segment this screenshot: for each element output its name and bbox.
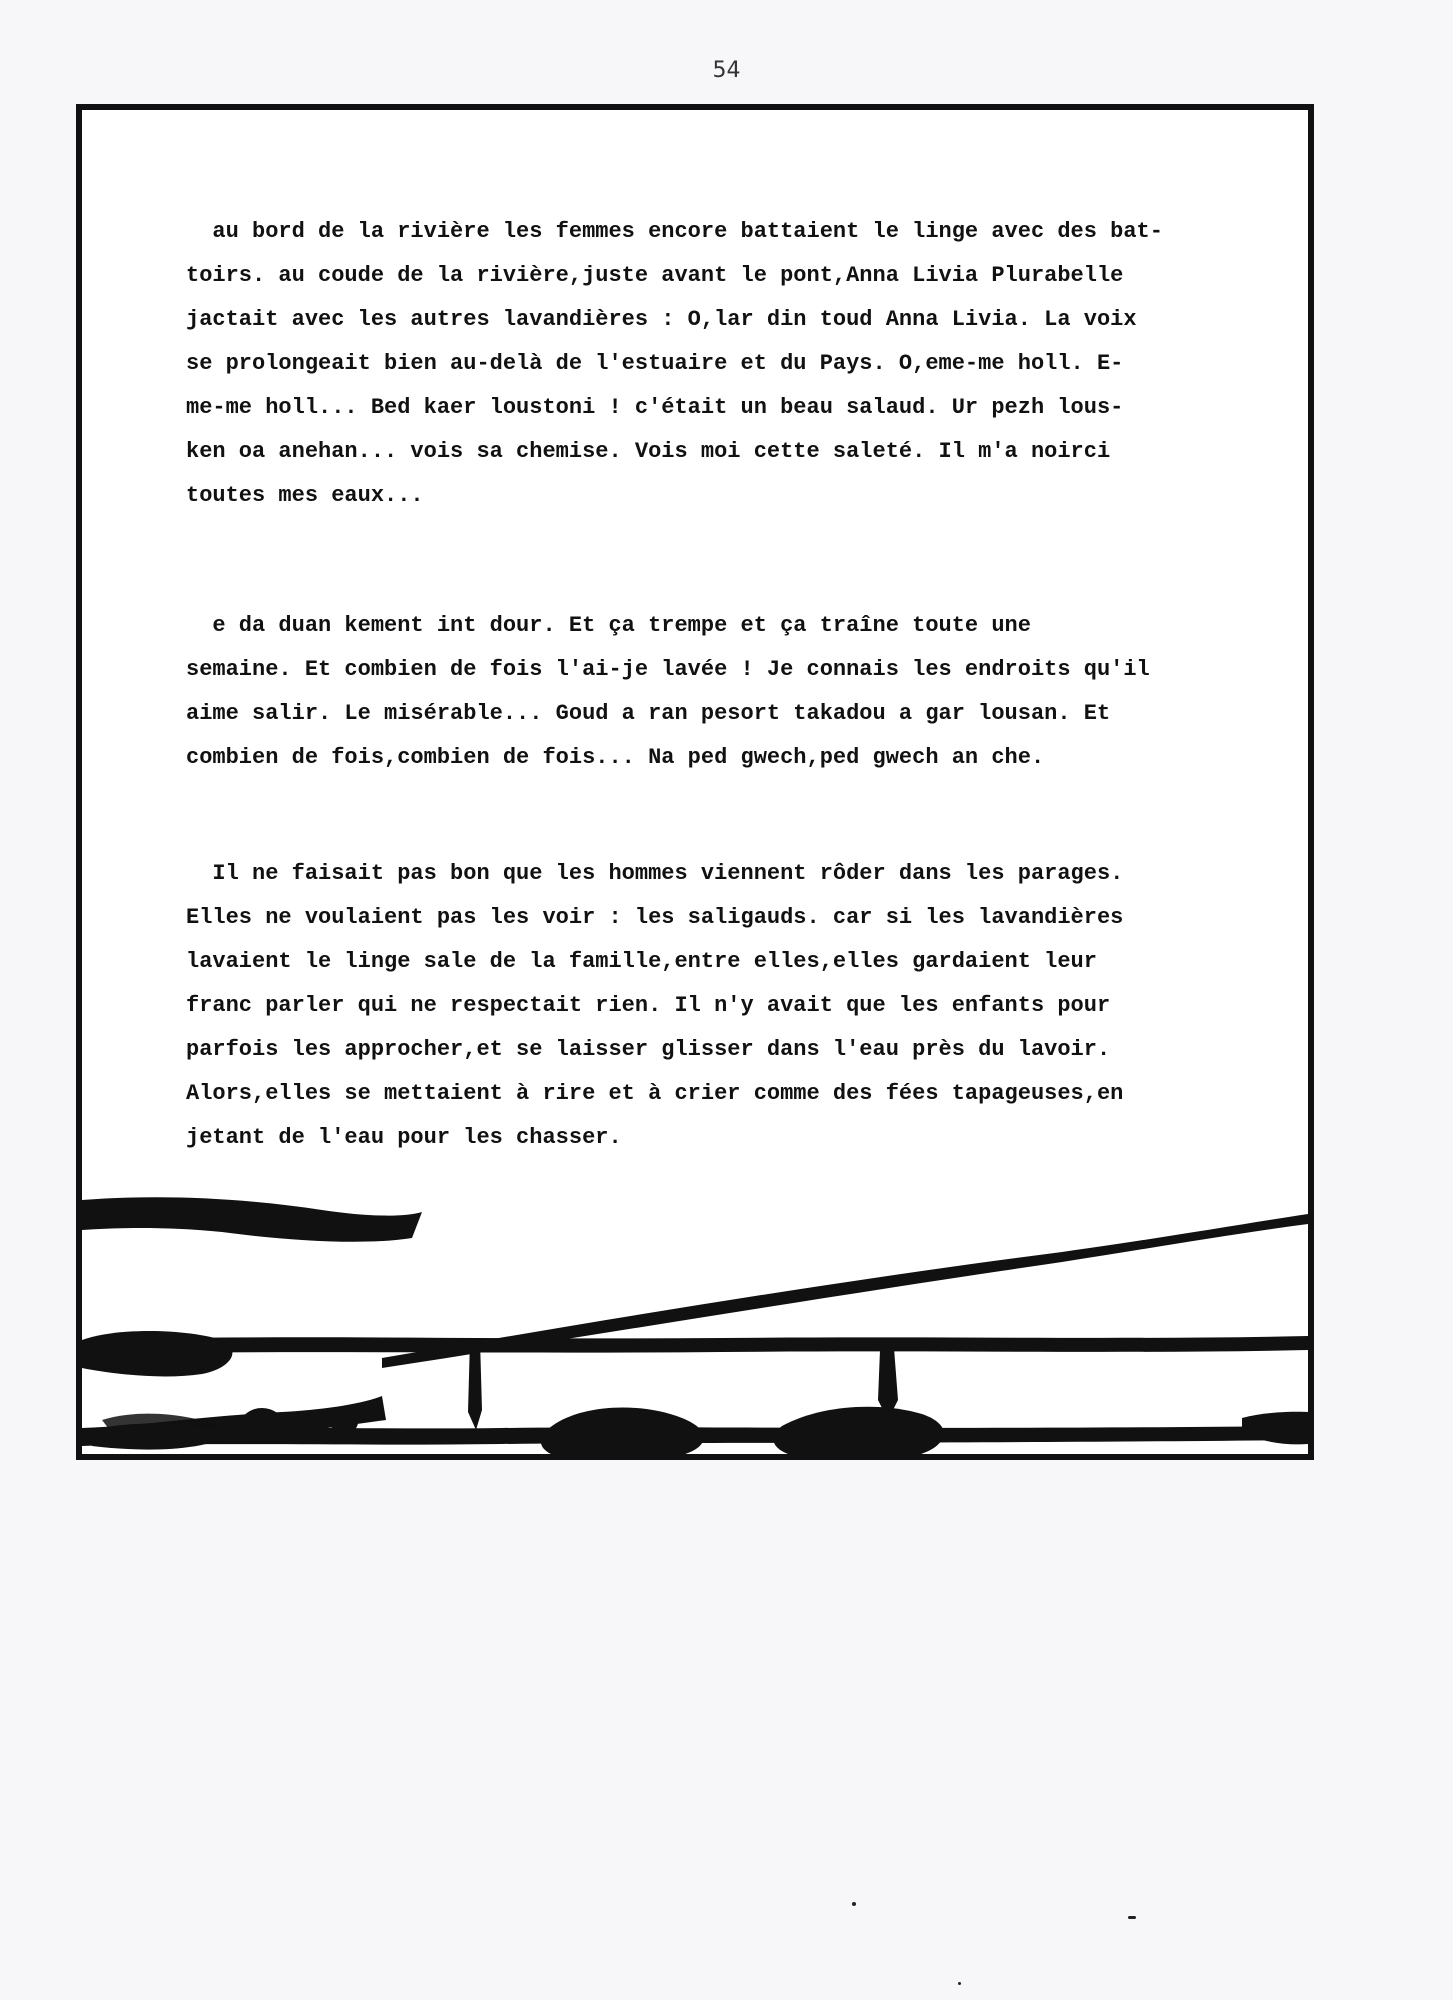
speck	[958, 1982, 961, 1985]
ink-dot	[240, 1408, 284, 1444]
ink-landscape-lower	[82, 1190, 1308, 1458]
bordered-text-frame	[76, 104, 1314, 1460]
upper-rough-band	[82, 1197, 422, 1242]
text-line: me-me holl... Bed kaer loustoni ! c'était un beau salaud. Ur pezh lous-	[186, 395, 1124, 420]
text-line: au bord de la rivière les femmes encore battaient le linge avec des bat-	[186, 219, 1163, 244]
text-line: lavaient le linge sale de la famille,entre elles,elles gardaient leur	[186, 949, 1097, 974]
text-line: se prolongeait bien au-delà de l'estuaire et du Pays. O,eme-me holl. E-	[186, 351, 1124, 376]
page-number: 54	[712, 58, 741, 83]
vertical-drip	[468, 1340, 482, 1430]
speck	[852, 1902, 856, 1906]
lower-blob-far-right	[1242, 1412, 1308, 1445]
text-line: e da duan kement int dour. Et ça trempe et ça traîne toute une	[186, 613, 1031, 638]
text-line: Alors,elles se mettaient à rire et à crier comme des fées tapageuses,en	[186, 1081, 1124, 1106]
text-line: aime salir. Le misérable... Goud a ran pesort takadou a gar lousan. Et	[186, 701, 1111, 726]
text-line: toutes mes eaux...	[186, 483, 424, 508]
lower-blob-right	[773, 1407, 943, 1458]
text-line: Elles ne voulaient pas les voir : les saligauds. car si les lavandières	[186, 905, 1124, 930]
text-line: Il ne faisait pas bon que les hommes viennent rôder dans les parages.	[186, 861, 1124, 886]
text-line: jactait avec les autres lavandières : O,lar din toud Anna Livia. La voix	[186, 307, 1137, 332]
paragraph-2	[186, 604, 1306, 780]
text-line: toirs. au coude de la rivière,juste avant le pont,Anna Livia Plurabelle	[186, 263, 1124, 288]
middle-line	[82, 1336, 1308, 1354]
paragraph-1	[186, 210, 1306, 518]
text-line: jetant de l'eau pour les chasser.	[186, 1125, 622, 1150]
speck	[1128, 1916, 1136, 1919]
text-line: combien de fois,combien de fois... Na ped gwech,ped gwech an che.	[186, 745, 1045, 770]
paragraph-3	[186, 852, 1306, 1160]
text-line: ken oa anehan... vois sa chemise. Vois moi cette saleté. Il m'a noirci	[186, 439, 1111, 464]
lower-blob-center	[541, 1408, 704, 1458]
text-line: parfois les approcher,et se laisser glisser dans l'eau près du lavoir.	[186, 1037, 1111, 1062]
ink-dot	[330, 1410, 358, 1434]
text-line: semaine. Et combien de fois l'ai-je lavée ! Je connais les endroits qu'il	[186, 657, 1150, 682]
text-line: franc parler qui ne respectait rien. Il n'y avait que les enfants pour	[186, 993, 1111, 1018]
